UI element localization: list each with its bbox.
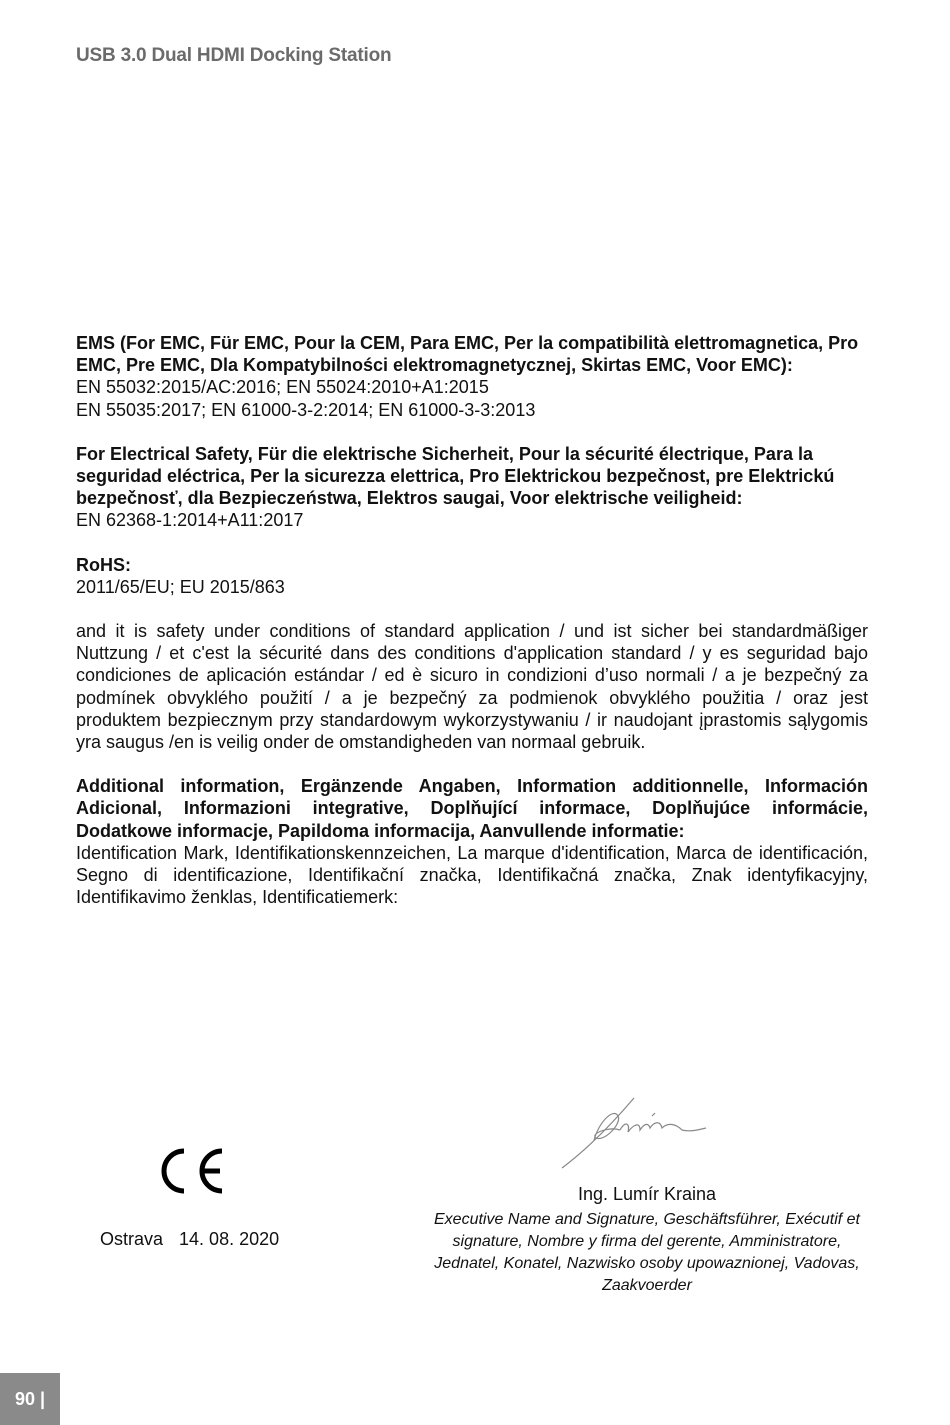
identification-mark-text: Identification Mark, Identifikationskennzeichen, La marque d'identification, Marca de identificación, Segno di identificazione, Identifikační značka, Identifikačná značka, Znak identyfikacyjny, Identifikavimo ženklas, Identificatiemerk: xyxy=(76,842,868,908)
rohs-directive-line: 2011/65/EU; EU 2015/863 xyxy=(76,576,285,597)
additional-heading: Additional information, Ergänzende Angaben, Information additionnelle, Información Adicional, Informazioni integrative, Doplňující informace, Doplňujúce informácie, Dodatkowe informacje, Papildoma informacija, Aanvullende informatie: xyxy=(76,776,868,841)
issue-date: 14. 08. 2020 xyxy=(179,1229,280,1249)
safety-heading: For Electrical Safety, Für die elektrische Sicherheit, Pour la sécurité électrique, Para la seguridad eléctrica, Per la sicurezza elettrica, Pro Elektrickou bezpečnost, pre Elektrickú bezpečnosť, dla Bezpieczeństwa, Elektros saugai, Voor elektrische veiligheid: xyxy=(76,443,835,509)
safety-section xyxy=(76,443,868,532)
emc-standards-line-2: EN 55035:2017; EN 61000-3-2:2014; EN 61000-3-3:2013 xyxy=(76,399,536,420)
safety-standards-line: EN 62368-1:2014+A11:2017 xyxy=(76,510,304,531)
emc-standards-line-1: EN 55032:2015/AC:2016; EN 55024:2010+A1:2015 xyxy=(76,377,489,398)
rohs-section xyxy=(76,554,868,598)
place-and-date xyxy=(100,1229,279,1250)
rohs-heading: RoHS: xyxy=(76,554,131,575)
page-number: 90 | xyxy=(0,1373,60,1425)
signer-name: Ing. Lumír Kraina xyxy=(577,1184,717,1204)
place: Ostrava xyxy=(100,1229,164,1249)
handwritten-signature xyxy=(556,1090,716,1175)
additional-section xyxy=(76,775,868,908)
emc-heading: EMS (For EMC, Für EMC, Pour la CEM, Para EMC, Per la compatibilità elettromagnetica, Pro EMC, Pre EMC, Dla Kompatybilności elektromagnetycznej, Skirtas EMC, Voor EMC): xyxy=(76,333,859,376)
ce-mark-icon xyxy=(156,1146,226,1196)
document-header: USB 3.0 Dual HDMI Docking Station xyxy=(76,45,392,66)
declaration-body xyxy=(76,332,868,930)
safety-statement: and it is safety under conditions of standard application / und ist sicher bei standardmäßiger Nuttzung / et c'est la sécurité dans des conditions d'application standard / y es seguridad bajo condiciones de aplicación estándar / ed è sicuro in condizioni d’uso normali / a je bezpečný za podmínek obvyklého použití / a je bezpečný za podmienok obvyklého použitia / oraz jest produktem bezpiecznym przy standardowym wykorzystywaniu / ir naudojant įprastomis sąlygomis yra saugus /en is veilig onder de omstandigheden van normaal gebruik. xyxy=(76,621,868,753)
emc-section xyxy=(76,332,868,421)
signer-caption: Executive Name and Signature, Geschäftsführer, Exécutif et signature, Nombre y firma del gerente, Amministratore, Jednatel, Konatel, Nazwisko osoby upowaznionej, Vadovas, Zaakvoerder xyxy=(434,1211,860,1294)
